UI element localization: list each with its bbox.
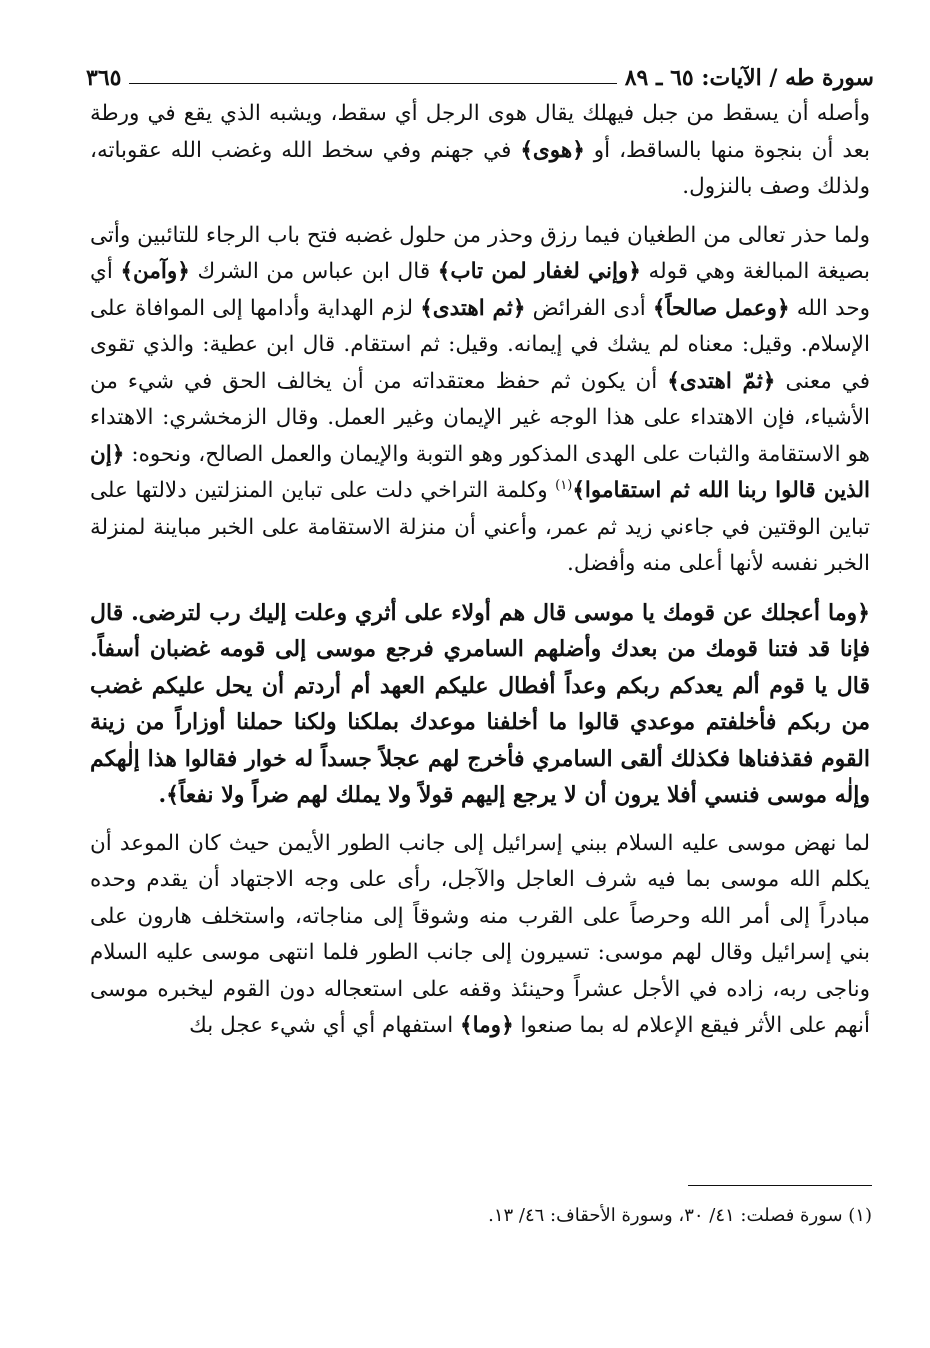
text-run: أدى الفرائض bbox=[525, 295, 653, 321]
text-run: أي وحد الله bbox=[90, 259, 871, 321]
body-text bbox=[90, 96, 870, 1057]
quran-quote: ﴿ثمّ اهتدى﴾ bbox=[667, 368, 776, 394]
quran-quote: ﴿وعمل صالحاً﴾ bbox=[652, 295, 790, 321]
quran-verse-paragraph bbox=[90, 595, 870, 814]
text-run: أن يكون ثم حفظ معتقداته من أن يخالف الحق في شيء من الأشياء، فإن الاهتداء على هذا الوجه غير الإيمان وغير العمل. وقال الزمخشري: الاهتداء هو الاستقامة والثبات على الهدى المذكور وهو التوبة والإيمان والعمل الصالح، ونحوه: bbox=[90, 368, 870, 467]
running-header bbox=[86, 58, 874, 92]
footnote: (١) سورة فصلت: ٤١/ ٣٠، وسورة الأحقاف: ٤٦/ ١٣. bbox=[488, 1205, 872, 1226]
text-run: لزم الهداية وأدامها إلى الموافاة على الإسلام. وقيل: معناه لم يشك في إيمانه. وقيل: ثم استقام. قال ابن عطية: والذي تقوى في معنى bbox=[90, 295, 870, 394]
quran-quote: ﴿إن الذين قالوا ربنا الله ثم استقاموا﴾ bbox=[90, 441, 870, 503]
text-run: قال ابن عباس من الشرك bbox=[189, 259, 438, 284]
text-run: استفهام أي أي شيء عجل بك bbox=[189, 1013, 461, 1038]
footnote-rule bbox=[688, 1185, 872, 1186]
text-run: لما نهض موسى عليه السلام ببني إسرائيل إلى جانب الطور الأيمن حيث كان الموعد أن يكلم الله موسى بما فيه شرف العاجل والآجل، رأى على وجه الاجتهاد أن يقدم وحده مبادراً إلى أمر الله وحرصاً على القرب منه وشوقاً إلى مناجاته، واستخلف هارون على بني إسرائيل وقال لهم موسى: تسيرون إلى جانب الطور فلما انتهى موسى عليه السلام وناجى ربه، زاده في الأجل عشراً وحينئذ وقفه على استعجاله دون القوم ليخبره موسى أنهم على الأثر فيقع الإعلام له بما صنعوا bbox=[90, 830, 870, 1038]
header-rule bbox=[129, 83, 616, 84]
quran-quote: ﴿وما﴾ bbox=[460, 1013, 514, 1038]
quran-quote: ﴿وآمن﴾ bbox=[120, 259, 190, 284]
quran-quote: ﴿هوى﴾ bbox=[520, 137, 585, 163]
text-run: وأصله أن يسقط من جبل فيهلك يقال هوى الرجل أي سقط، ويشبه الذي يقع في ورطة بعد أن بنجوة منها بالساقط، أو bbox=[90, 101, 870, 163]
footnote-marker: (١) bbox=[555, 477, 573, 493]
text-run: في جهنم وفي سخط الله وغضب الله عقوباته، ولذلك وصف بالنزول. bbox=[90, 137, 870, 199]
header-title: سورة طه / الآيات: ٦٥ ـ ٨٩ bbox=[624, 65, 874, 91]
commentary-paragraph bbox=[90, 826, 870, 1045]
text-run: وكلمة التراخي دلت على تباين المنزلتين دلالتها على تباين الوقتين في جاءني زيد ثم عمر، وأعني أن منزلة الاستقامة على الخبر مباينة لمنزلة الخبر نفسه لأنها أعلى منه وأفضل. bbox=[90, 478, 870, 576]
commentary-paragraph bbox=[90, 218, 870, 583]
text-run: ولما حذر تعالى من الطغيان فيما رزق وحذر من حلول غضبه فتح باب الرجاء للتائبين وأتى بصيغة المبالغة وهي قوله bbox=[90, 222, 870, 284]
text-run: ﴿وما أعجلك عن قومك يا موسى قال هم أولاء على أثري وعلت إليك رب لترضى. قال فإنا قد فتنا قومك من بعدك وأضلهم السامري فرجع موسى إلى قومه غضبان أسفاً. قال يا قوم ألم يعدكم ربكم وعداً أفطال عليكم العهد أم أردتم أن يحل عليكم غضب من ربكم فأخلفتم موعدي قالوا ما أخلفنا موعدك بملكنا ولكنا حملنا أوزاراً من زينة القوم فقذفناها فكذلك ألقى السامري فأخرج لهم عجلاً جسداً له خوار فقالوا هذا إلٰهكم وإلٰه موسى فنسي أفلا يرون أن لا يرجع إليهم قولاً ولا يملك لهم ضراً ولا نفعاً﴾. bbox=[90, 599, 870, 808]
quran-quote: ﴿ثم اهتدى﴾ bbox=[420, 295, 526, 321]
commentary-paragraph bbox=[90, 96, 870, 206]
quran-quote: ﴿وإني لغفار لمن تاب﴾ bbox=[437, 259, 641, 284]
page-number: ٣٦٥ bbox=[86, 65, 122, 91]
